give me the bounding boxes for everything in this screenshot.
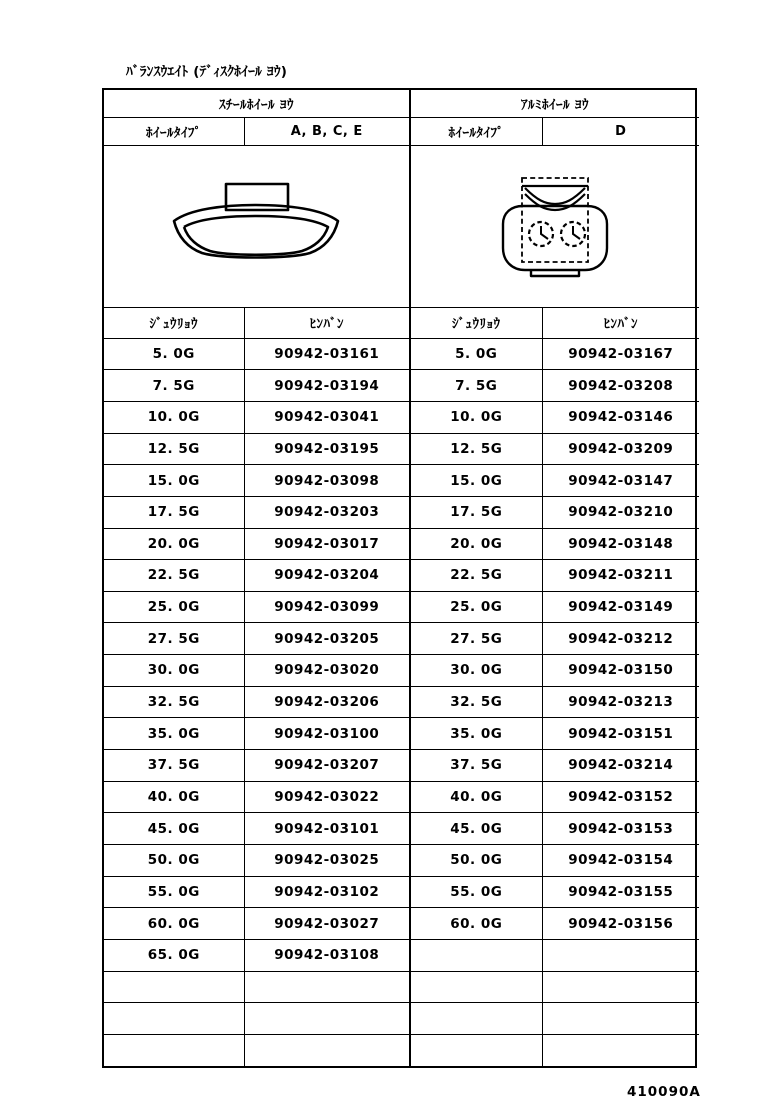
aluminum-wheel-type-value: D <box>542 118 699 146</box>
aluminum-weight: 35. 0G <box>410 718 542 750</box>
page-reference-code: 410090A <box>627 1084 701 1100</box>
aluminum-weight: 22. 5G <box>410 560 542 592</box>
table-row <box>104 940 699 972</box>
table-row <box>104 370 699 402</box>
group-header-row <box>104 90 699 118</box>
steel-weight: 12. 5G <box>104 433 244 465</box>
table-row <box>104 623 699 655</box>
aluminum-part-number: 90942-03214 <box>542 750 699 782</box>
aluminum-part-number: 90942-03152 <box>542 781 699 813</box>
aluminum-part-number: 90942-03147 <box>542 465 699 497</box>
steel-weight: 55. 0G <box>104 876 244 908</box>
steel-part-number: 90942-03102 <box>244 876 410 908</box>
steel-part-number: 90942-03027 <box>244 908 410 940</box>
aluminum-weight: 27. 5G <box>410 623 542 655</box>
steel-wheel-type-value: A, B, C, E <box>244 118 410 146</box>
aluminum-wheel-type-label: ﾎｲｰﾙﾀｲﾌﾟ <box>410 118 542 146</box>
table-row <box>104 876 699 908</box>
steel-part-number: 90942-03204 <box>244 560 410 592</box>
aluminum-weight <box>410 971 542 1003</box>
table-row-empty <box>104 1003 699 1035</box>
aluminum-weight: 12. 5G <box>410 433 542 465</box>
steel-part-number: 90942-03207 <box>244 750 410 782</box>
steel-part-number: 90942-03101 <box>244 813 410 845</box>
aluminum-part-number: 90942-03208 <box>542 370 699 402</box>
aluminum-part-number: 90942-03211 <box>542 560 699 592</box>
aluminum-part-number: 90942-03150 <box>542 655 699 687</box>
steel-weight-column-header: ｼﾞｭｳﾘｮｳ <box>104 307 244 338</box>
aluminum-weight <box>410 1035 542 1067</box>
table-row <box>104 750 699 782</box>
steel-weight: 35. 0G <box>104 718 244 750</box>
table-row <box>104 528 699 560</box>
aluminum-part-column-header: ﾋﾝﾊﾞﾝ <box>542 307 699 338</box>
aluminum-weight: 5. 0G <box>410 338 542 370</box>
table-row <box>104 813 699 845</box>
steel-part-number: 90942-03206 <box>244 686 410 718</box>
table-row <box>104 845 699 877</box>
steel-part-number: 90942-03099 <box>244 591 410 623</box>
aluminum-part-number: 90942-03146 <box>542 401 699 433</box>
page-title: ﾊﾞﾗﾝｽｳｴｲﾄ (ﾃﾞｨｽｸﾎｲｰﾙ ﾖｳ) <box>126 64 288 80</box>
aluminum-weight: 17. 5G <box>410 496 542 528</box>
table-row <box>104 655 699 687</box>
aluminum-part-number: 90942-03149 <box>542 591 699 623</box>
aluminum-balance-weight-icon <box>495 166 615 286</box>
aluminum-part-number: 90942-03153 <box>542 813 699 845</box>
aluminum-part-number: 90942-03209 <box>542 433 699 465</box>
aluminum-weight: 32. 5G <box>410 686 542 718</box>
table-body <box>104 90 699 1066</box>
wheel-type-row <box>104 118 699 146</box>
steel-weight: 7. 5G <box>104 370 244 402</box>
aluminum-weight: 15. 0G <box>410 465 542 497</box>
steel-part-column-header: ﾋﾝﾊﾞﾝ <box>244 307 410 338</box>
table-row <box>104 496 699 528</box>
steel-part-number: 90942-03041 <box>244 401 410 433</box>
steel-weight <box>104 971 244 1003</box>
aluminum-weight: 7. 5G <box>410 370 542 402</box>
steel-weight: 15. 0G <box>104 465 244 497</box>
table-row <box>104 433 699 465</box>
steel-part-number <box>244 1035 410 1067</box>
steel-weight: 40. 0G <box>104 781 244 813</box>
aluminum-weight: 50. 0G <box>410 845 542 877</box>
steel-weight <box>104 1035 244 1067</box>
steel-part-number: 90942-03022 <box>244 781 410 813</box>
aluminum-weight: 25. 0G <box>410 591 542 623</box>
aluminum-part-number <box>542 940 699 972</box>
steel-weight: 10. 0G <box>104 401 244 433</box>
steel-weight: 25. 0G <box>104 591 244 623</box>
table-row <box>104 560 699 592</box>
aluminum-part-number: 90942-03210 <box>542 496 699 528</box>
aluminum-weight: 60. 0G <box>410 908 542 940</box>
steel-weight: 60. 0G <box>104 908 244 940</box>
aluminum-weight: 37. 5G <box>410 750 542 782</box>
aluminum-group-header: ｱﾙﾐﾎｲｰﾙ ﾖｳ <box>410 90 699 118</box>
table-row-empty <box>104 1035 699 1067</box>
aluminum-weight: 45. 0G <box>410 813 542 845</box>
steel-part-number: 90942-03161 <box>244 338 410 370</box>
steel-part-number: 90942-03100 <box>244 718 410 750</box>
aluminum-weight: 40. 0G <box>410 781 542 813</box>
column-header-row <box>104 307 699 338</box>
table-row <box>104 401 699 433</box>
steel-part-number <box>244 1003 410 1035</box>
aluminum-weight: 30. 0G <box>410 655 542 687</box>
aluminum-part-number: 90942-03213 <box>542 686 699 718</box>
aluminum-weight <box>410 1003 542 1035</box>
aluminum-weight-column-header: ｼﾞｭｳﾘｮｳ <box>410 307 542 338</box>
aluminum-part-number <box>542 1035 699 1067</box>
aluminum-weight: 20. 0G <box>410 528 542 560</box>
steel-figure-cell <box>104 146 410 307</box>
steel-weight: 45. 0G <box>104 813 244 845</box>
aluminum-part-number: 90942-03154 <box>542 845 699 877</box>
aluminum-part-number: 90942-03167 <box>542 338 699 370</box>
table-row <box>104 338 699 370</box>
steel-part-number: 90942-03020 <box>244 655 410 687</box>
steel-weight: 32. 5G <box>104 686 244 718</box>
steel-weight: 22. 5G <box>104 560 244 592</box>
steel-part-number: 90942-03108 <box>244 940 410 972</box>
steel-part-number: 90942-03195 <box>244 433 410 465</box>
steel-part-number: 90942-03025 <box>244 845 410 877</box>
aluminum-part-number: 90942-03151 <box>542 718 699 750</box>
table-row <box>104 718 699 750</box>
table-row <box>104 908 699 940</box>
table-row <box>104 591 699 623</box>
steel-weight <box>104 1003 244 1035</box>
steel-part-number: 90942-03194 <box>244 370 410 402</box>
aluminum-weight <box>410 940 542 972</box>
steel-weight: 17. 5G <box>104 496 244 528</box>
steel-wheel-type-label: ﾎｲｰﾙﾀｲﾌﾟ <box>104 118 244 146</box>
steel-weight: 50. 0G <box>104 845 244 877</box>
steel-part-number: 90942-03017 <box>244 528 410 560</box>
steel-weight: 65. 0G <box>104 940 244 972</box>
steel-part-number: 90942-03205 <box>244 623 410 655</box>
steel-group-header: ｽﾁｰﾙﾎｲｰﾙ ﾖｳ <box>104 90 410 118</box>
steel-weight: 30. 0G <box>104 655 244 687</box>
table-row <box>104 465 699 497</box>
steel-weight: 37. 5G <box>104 750 244 782</box>
aluminum-part-number: 90942-03212 <box>542 623 699 655</box>
aluminum-figure-cell <box>410 146 699 307</box>
parts-table-frame <box>102 88 697 1068</box>
table-row <box>104 781 699 813</box>
steel-part-number <box>244 971 410 1003</box>
steel-weight: 20. 0G <box>104 528 244 560</box>
steel-part-number: 90942-03098 <box>244 465 410 497</box>
steel-balance-weight-icon <box>164 174 349 279</box>
table-row <box>104 686 699 718</box>
aluminum-part-number <box>542 971 699 1003</box>
aluminum-weight: 55. 0G <box>410 876 542 908</box>
steel-weight: 5. 0G <box>104 338 244 370</box>
aluminum-part-number: 90942-03156 <box>542 908 699 940</box>
table-row-empty <box>104 971 699 1003</box>
balance-weight-parts-table <box>104 90 699 1066</box>
figure-row <box>104 146 699 307</box>
aluminum-part-number: 90942-03155 <box>542 876 699 908</box>
steel-weight: 27. 5G <box>104 623 244 655</box>
steel-part-number: 90942-03203 <box>244 496 410 528</box>
aluminum-weight: 10. 0G <box>410 401 542 433</box>
aluminum-part-number: 90942-03148 <box>542 528 699 560</box>
aluminum-part-number <box>542 1003 699 1035</box>
